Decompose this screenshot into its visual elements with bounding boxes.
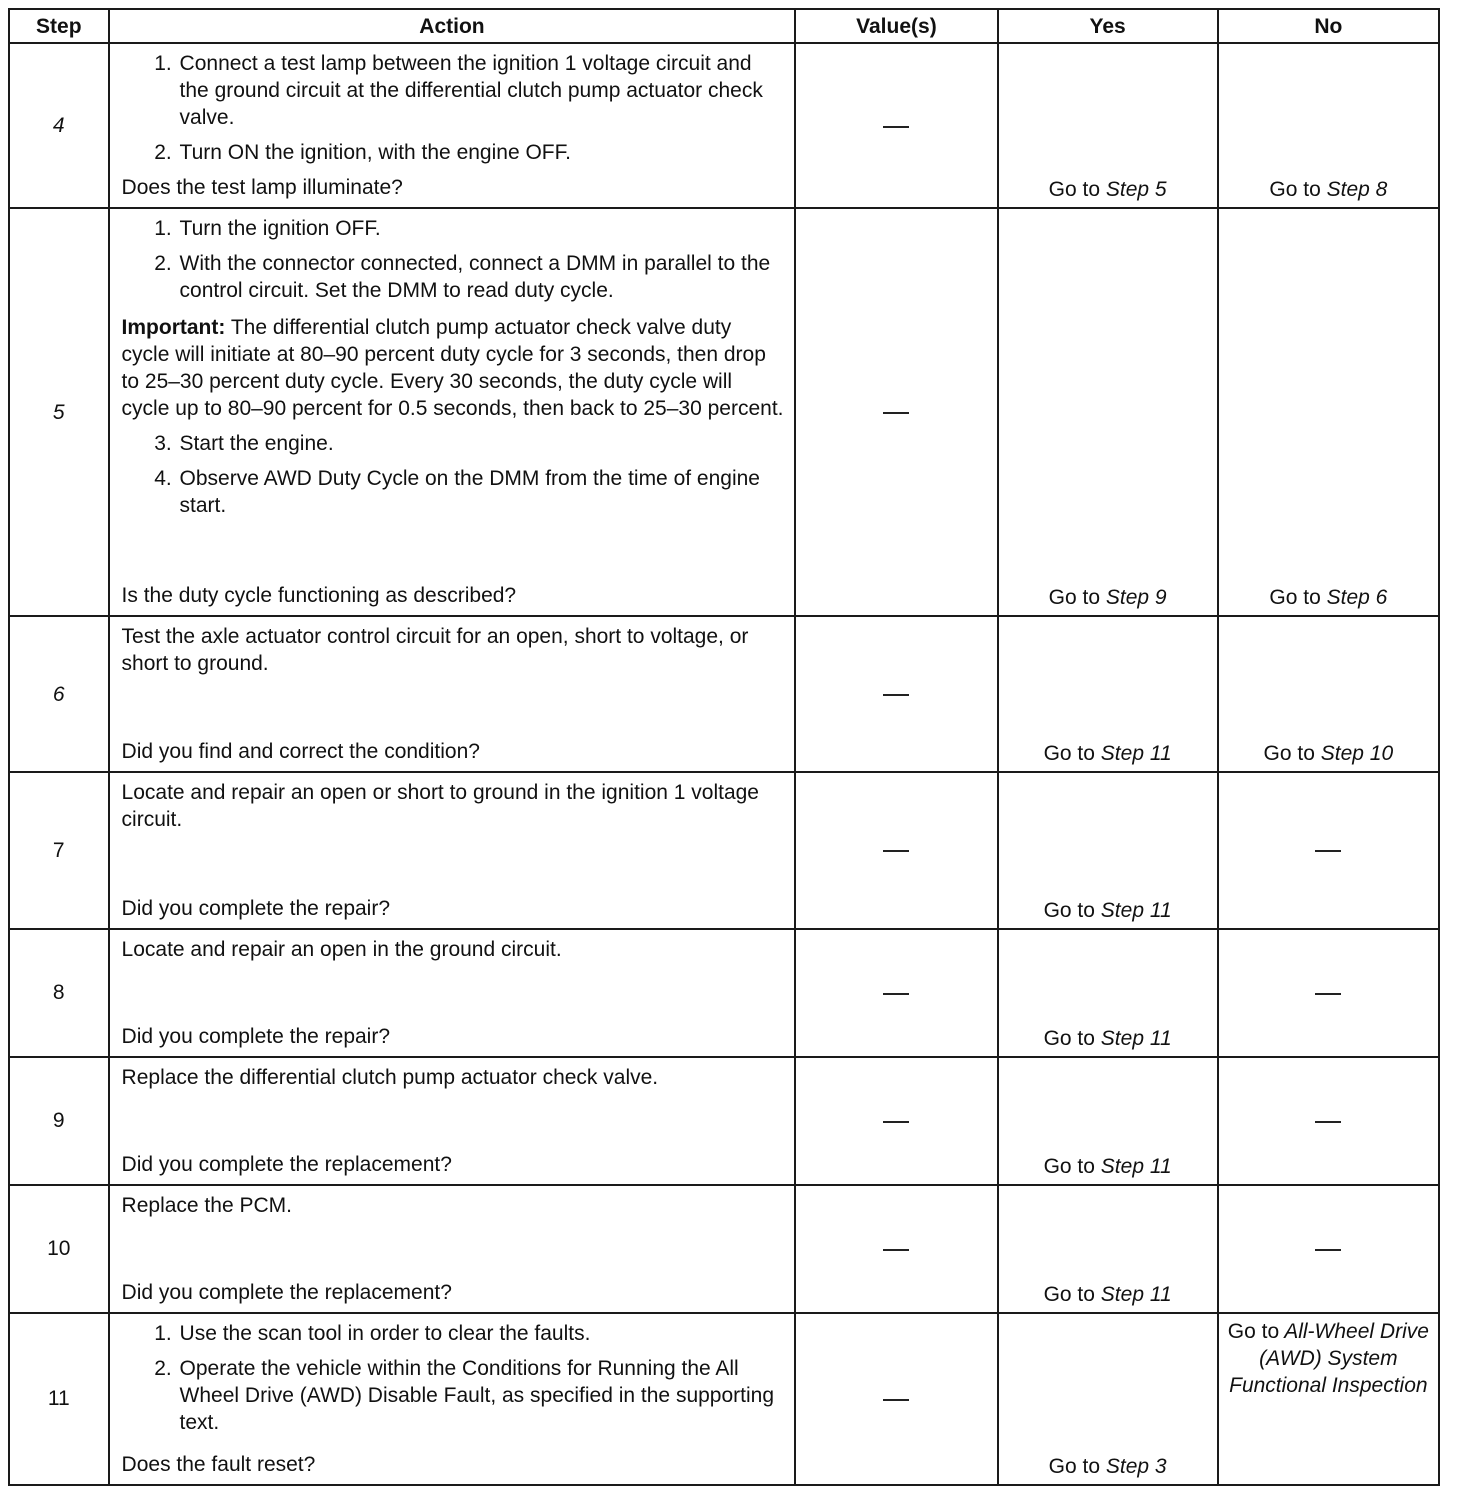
action-text: Replace the differential clutch pump actuator check valve. [121, 1065, 659, 1089]
dash [883, 126, 909, 128]
yes-cell: Go to Step 3 [998, 1313, 1218, 1485]
yes-cell: Go to Step 11 [998, 1057, 1218, 1185]
action-item: 1. Turn the ignition OFF. [178, 215, 785, 242]
no-step-link[interactable]: Go to All-Wheel Drive (AWD) System Functional Inspection [1227, 1319, 1429, 1397]
action-cell [109, 1185, 796, 1313]
yes-step-link[interactable]: Step 11 [1100, 1154, 1172, 1178]
dash [883, 694, 909, 696]
action-cell [109, 1313, 796, 1485]
action-text: Locate and repair an open or short to ground in the ignition 1 voltage circuit. [121, 781, 759, 832]
dash [883, 850, 909, 852]
step-number: 5 [9, 208, 109, 616]
value-cell [795, 208, 997, 616]
table-row [9, 772, 1439, 928]
no-step-link[interactable]: Step 6 [1326, 586, 1388, 610]
step-number: 6 [9, 616, 109, 772]
no-step-link[interactable]: Step 10 [1320, 742, 1394, 766]
dash [1315, 1249, 1341, 1251]
no-cell: Go to Step 8 [1218, 43, 1439, 208]
action-cell [109, 208, 796, 616]
action-question: Does the test lamp illuminate? [121, 176, 403, 200]
action-question: Did you complete the replacement? [121, 1280, 452, 1304]
yes-cell: Go to Step 11 [998, 616, 1218, 772]
dash [1315, 1121, 1341, 1123]
yes-cell: Go to Step 5 [998, 43, 1218, 208]
action-cell [109, 929, 796, 1057]
dash [1315, 993, 1341, 995]
action-item: 1. Use the scan tool in order to clear the faults. [178, 1320, 785, 1347]
action-item: 3. Start the engine. [178, 430, 785, 457]
table-row [9, 1313, 1439, 1485]
action-item: 1. Connect a test lamp between the ignition 1 voltage circuit and the ground circuit at the differential clutch pump actuator check valve. [178, 50, 785, 131]
dash [883, 1399, 909, 1401]
table-row [9, 208, 1439, 616]
no-cell [1218, 1185, 1439, 1313]
action-cell [109, 772, 796, 928]
diagnostic-table [8, 8, 1440, 1486]
action-cell [109, 616, 796, 772]
no-cell [1218, 1313, 1439, 1485]
yes-cell: Go to Step 11 [998, 772, 1218, 928]
value-cell [795, 1313, 997, 1485]
action-question: Did you complete the repair? [121, 896, 391, 920]
value-cell [795, 616, 997, 772]
dash [883, 993, 909, 995]
action-cell [109, 43, 796, 208]
yes-step-link[interactable]: Step 11 [1100, 742, 1172, 766]
step-number: 8 [9, 929, 109, 1057]
yes-step-link[interactable]: Step 11 [1100, 898, 1172, 922]
action-question: Does the fault reset? [121, 1453, 316, 1476]
important-note: Important: The differential clutch pump actuator check valve duty cycle will initiate at 80–90 percent duty cycle for 3 seconds, then drop to 25–30 percent duty cycle. Every 30 seconds, the duty cycle will cycle up to 80–90 percent for 0.5 seconds, then back to 25–30 percent. [121, 316, 784, 421]
value-cell [795, 772, 997, 928]
header-no: No [1218, 9, 1439, 43]
no-cell: Go to Step 10 [1218, 616, 1439, 772]
dash [883, 1249, 909, 1251]
yes-step-link[interactable]: Step 11 [1100, 1282, 1172, 1306]
header-action: Action [109, 9, 796, 43]
value-cell [795, 43, 997, 208]
action-text: Replace the PCM. [121, 1193, 292, 1217]
header-row [9, 9, 1439, 43]
dash [883, 1121, 909, 1123]
table-row [9, 43, 1439, 208]
action-item: 2. With the connector connected, connect a DMM in parallel to the control circuit. Set the DMM to read duty cycle. [178, 250, 785, 304]
header-step: Step [9, 9, 109, 43]
step-number: 4 [9, 43, 109, 208]
step-number: 9 [9, 1057, 109, 1185]
step-number: 11 [9, 1313, 109, 1485]
no-step-link[interactable]: Step 8 [1326, 178, 1388, 202]
yes-step-link[interactable]: Step 9 [1105, 586, 1167, 610]
value-cell [795, 929, 997, 1057]
yes-step-link[interactable]: Step 3 [1105, 1455, 1167, 1478]
action-item: 4. Observe AWD Duty Cycle on the DMM from the time of engine start. [178, 465, 785, 519]
header-values: Value(s) [795, 9, 997, 43]
yes-step-link[interactable]: Step 11 [1100, 1026, 1172, 1050]
value-cell [795, 1057, 997, 1185]
no-cell: Go to Step 6 [1218, 208, 1439, 616]
step-number: 7 [9, 772, 109, 928]
table-row [9, 1185, 1439, 1313]
yes-cell: Go to Step 11 [998, 1185, 1218, 1313]
action-question: Did you complete the repair? [121, 1024, 391, 1048]
action-question: Did you find and correct the condition? [121, 740, 480, 764]
action-item: 2. Turn ON the ignition, with the engine OFF. [178, 139, 785, 166]
dash [1315, 850, 1341, 852]
yes-step-link[interactable]: Step 5 [1105, 178, 1167, 202]
table-row [9, 616, 1439, 772]
action-item: 2. Operate the vehicle within the Conditions for Running the All Wheel Drive (AWD) Disable Fault, as specified in the supporting text. [178, 1355, 785, 1436]
action-cell [109, 1057, 796, 1185]
header-yes: Yes [998, 9, 1218, 43]
table-row [9, 1057, 1439, 1185]
action-text: Test the axle actuator control circuit for an open, short to voltage, or short to ground. [121, 625, 749, 676]
value-cell [795, 1185, 997, 1313]
step-number: 10 [9, 1185, 109, 1313]
yes-cell: Go to Step 11 [998, 929, 1218, 1057]
action-text: Locate and repair an open in the ground circuit. [121, 937, 562, 961]
table-row [9, 929, 1439, 1057]
action-question: Did you complete the replacement? [121, 1152, 452, 1176]
no-cell [1218, 1057, 1439, 1185]
action-question: Is the duty cycle functioning as described? [121, 584, 517, 608]
no-cell [1218, 772, 1439, 928]
dash [883, 412, 909, 414]
no-cell [1218, 929, 1439, 1057]
yes-cell: Go to Step 9 [998, 208, 1218, 616]
